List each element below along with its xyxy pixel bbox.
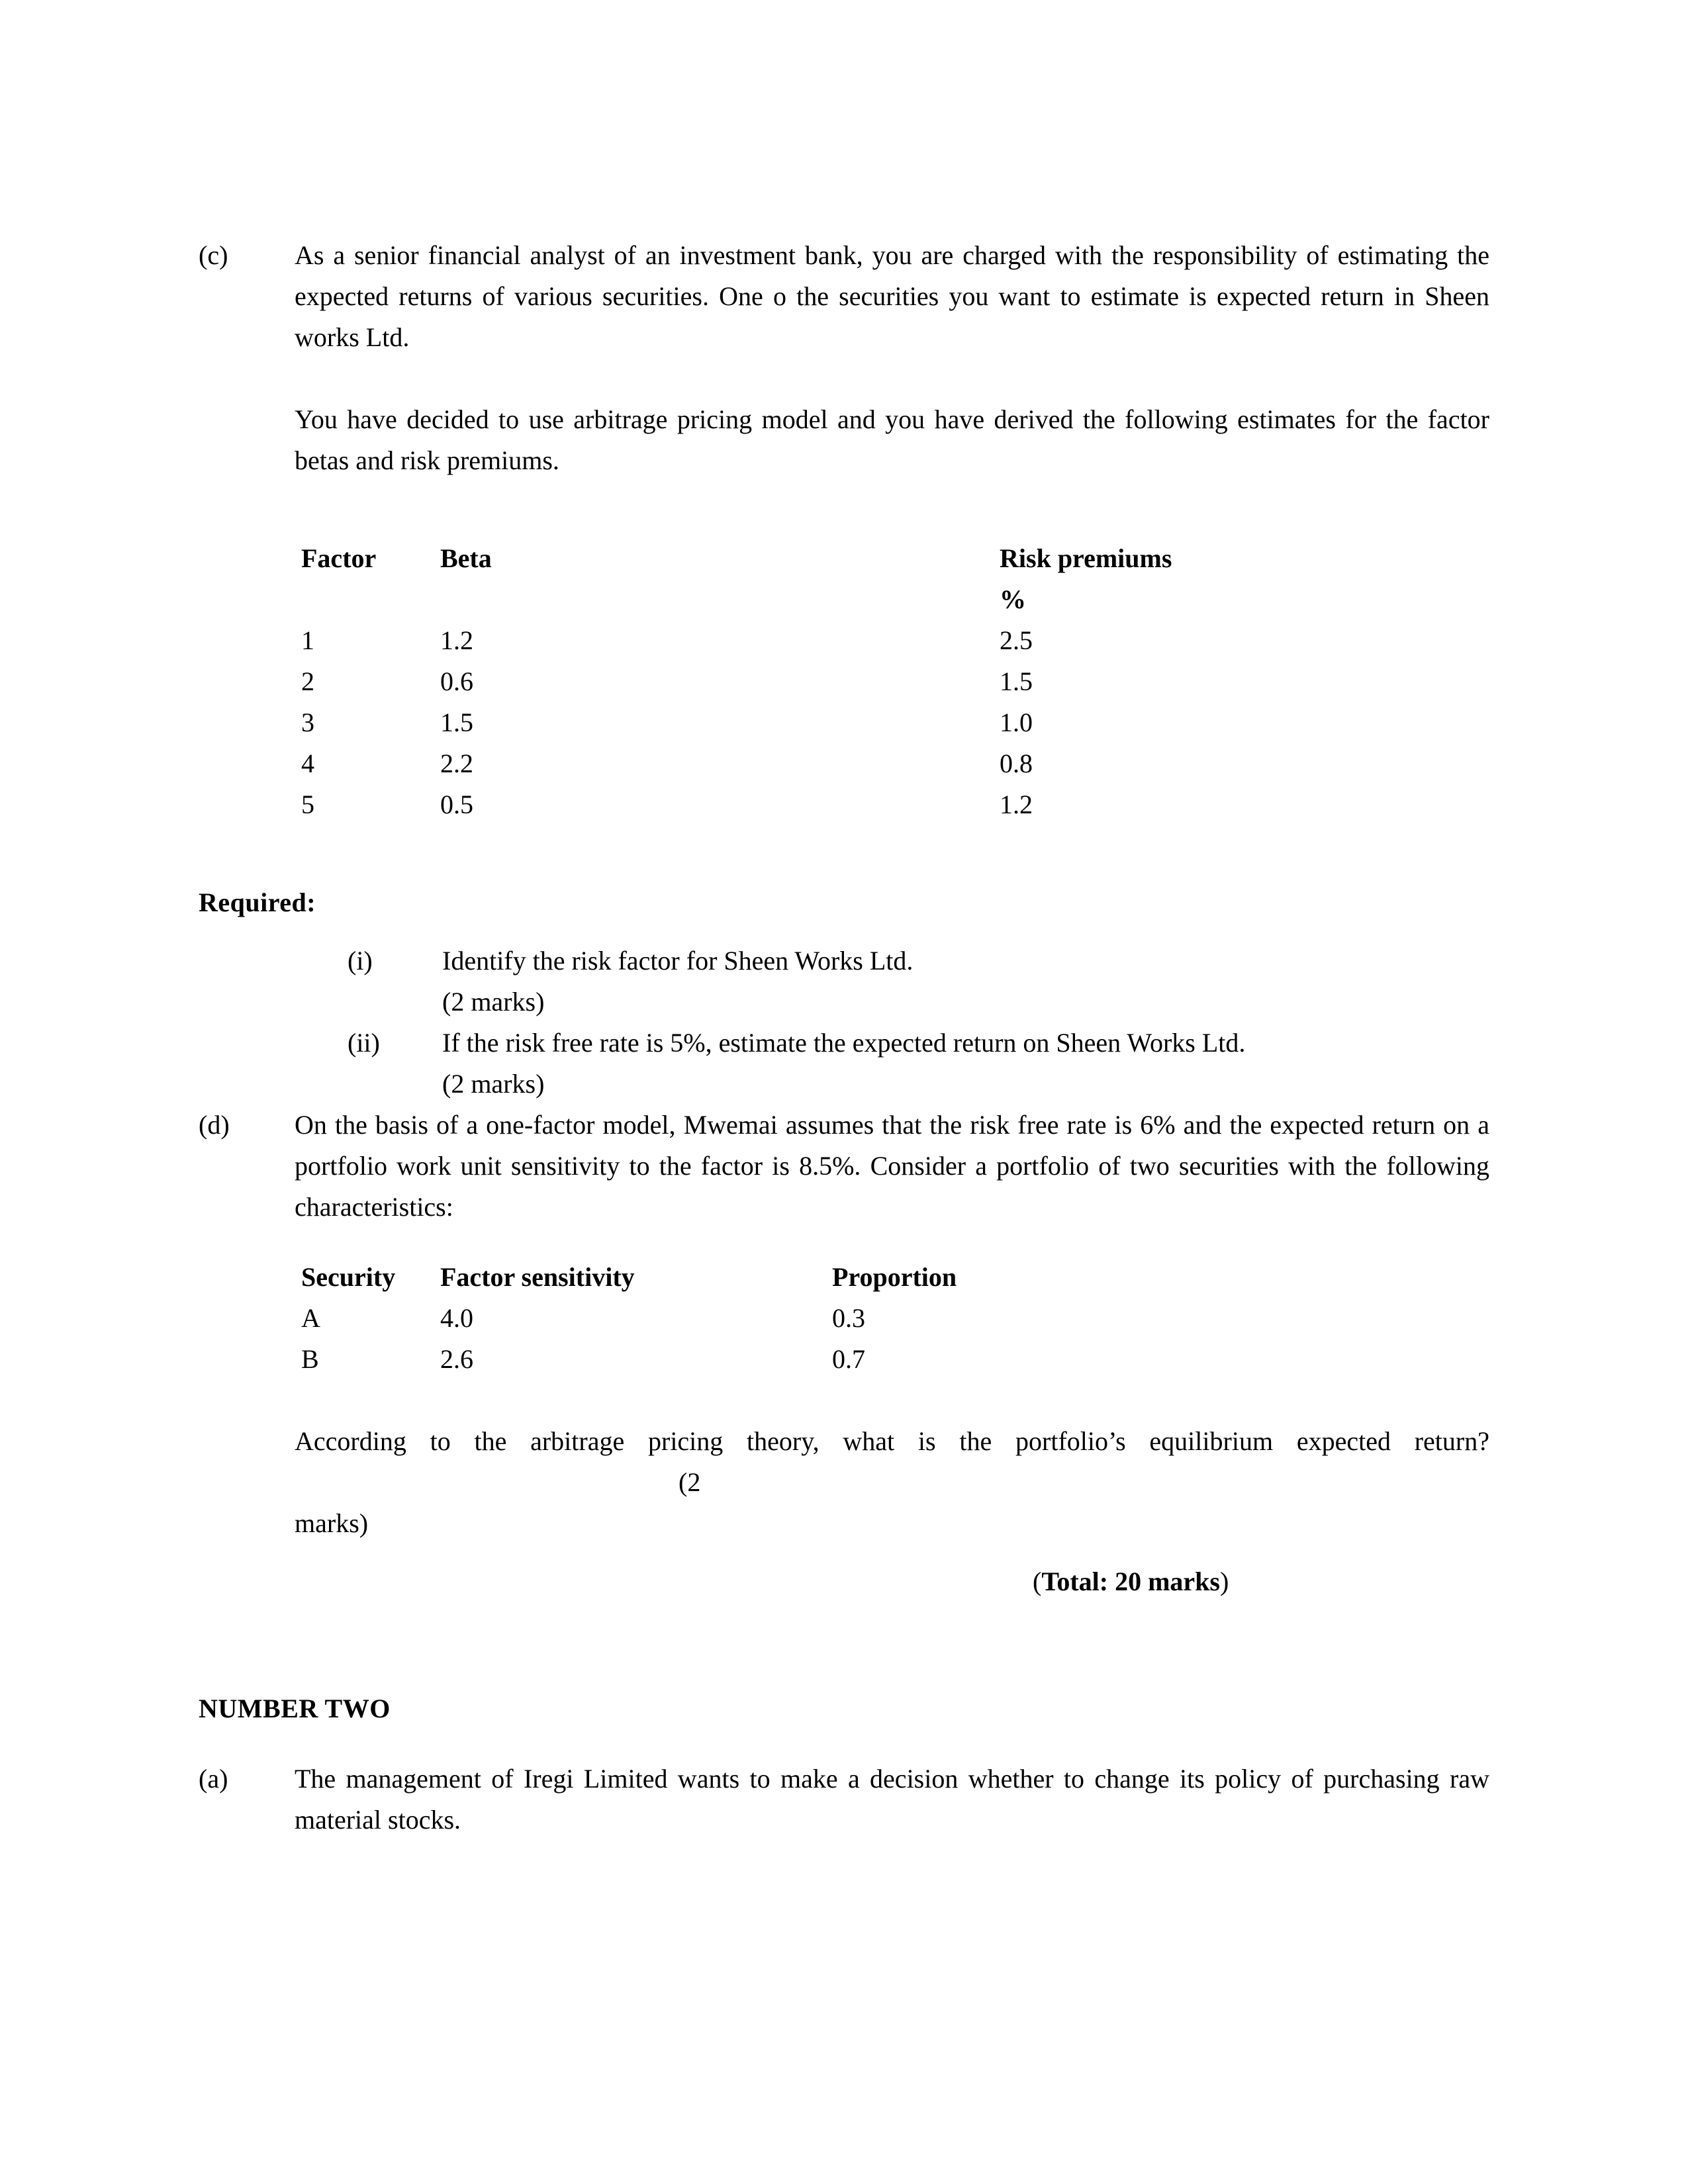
table-header-row [301,538,1331,579]
section-c-paragraph-2: You have decided to use arbitrage pricing model and you have derived the following estimates for the factor betas and risk premiums. [295,404,1489,475]
requirement-i-marks: (2 marks) [442,987,545,1017]
table-head [301,1257,1163,1298]
requirement-item-ii [348,1023,1489,1064]
cell-beta: 1.5 [440,707,473,737]
spacer [199,1602,1489,1659]
cell-factor: 4 [301,749,314,778]
section-d-marker: (d) [199,1110,230,1140]
spacer [199,825,1489,882]
column-header-security: Security [301,1262,396,1292]
factor-beta-risk-premium-table [301,538,1331,825]
cell-factor-sensitivity: 4.0 [440,1303,473,1333]
section-d [199,1105,1489,1228]
cell-risk-premium: 1.2 [1000,790,1033,819]
section-c-paragraph-1: As a senior financial analyst of an investment bank, you are charged with the responsibility of estimating the expected returns of various securities. One o the securities you want to estimate is expected return in Sheen works Ltd. [295,240,1489,352]
requirement-ii-marker: (ii) [348,1028,380,1058]
table-row [301,661,1331,702]
spacer [199,923,1489,940]
security-sensitivity-proportion-table [301,1257,1163,1380]
section-a-marker: (a) [199,1764,228,1794]
total-marks-text: Total: 20 marks [1041,1567,1220,1596]
cell-security: A [301,1303,320,1333]
spacer [199,358,1489,399]
section-a [199,1758,1489,1841]
column-header-risk-premiums: Risk premiums [1000,543,1172,573]
subheader-blank-1 [301,579,440,620]
table-row [301,1298,1163,1339]
spacer [199,1380,1489,1421]
column-header-proportion: Proportion [832,1262,957,1292]
table-row [301,1339,1163,1380]
cell-beta: 0.6 [440,666,473,696]
requirement-item-i [348,940,1489,981]
cell-factor: 1 [301,625,314,655]
requirement-ii-marks-row [348,1064,1489,1105]
section-d-question [295,1421,1489,1503]
requirement-ii-marks: (2 marks) [442,1069,545,1099]
table-row [301,620,1331,661]
total-open-paren: ( [1033,1567,1042,1596]
section-d-question-text: According to the arbitrage pricing theory, what is the portfolio’s equilibrium expected return? [295,1426,1489,1456]
column-header-factor-sensitivity: Factor sensitivity [440,1262,635,1292]
section-c-paragraph-2-row [199,399,1489,481]
requirements-list [348,940,1489,1105]
required-label: Required: [199,887,316,917]
requirement-i-text: Identify the risk factor for Sheen Works Ltd. [442,946,914,976]
cell-beta: 1.2 [440,625,473,655]
column-header-factor: Factor [301,543,377,573]
section-d-paragraph-1: On the basis of a one-factor model, Mwemai assumes that the risk free rate is 6% and the expected return on a portfolio work unit sensitivity to the factor is 8.5%. Consider a portfolio of two securities with the following characteristics: [295,1110,1489,1222]
section-c-marker: (c) [199,240,228,270]
subheader-percent: % [1000,584,1026,614]
section-c [199,235,1489,358]
number-two-heading: NUMBER TWO [199,1694,391,1723]
table-row [301,702,1331,743]
section-d-marks-close-row [199,1503,1489,1544]
table-body [301,1298,1163,1380]
table-header-row [301,1257,1163,1298]
cell-security: B [301,1344,319,1374]
spacer [199,481,1489,538]
cell-proportion: 0.7 [832,1344,865,1374]
requirement-ii-text: If the risk free rate is 5%, estimate the expected return on Sheen Works Ltd. [442,1028,1246,1058]
cell-factor: 2 [301,666,314,696]
cell-proportion: 0.3 [832,1303,865,1333]
column-header-beta: Beta [440,543,492,573]
spacer [199,1228,1489,1257]
requirement-i-marks-row [348,981,1489,1023]
cell-risk-premium: 0.8 [1000,749,1033,778]
cell-risk-premium: 1.0 [1000,707,1033,737]
section-a-paragraph-1: The management of Iregi Limited wants to make a decision whether to change its policy of purchasing raw material stocks. [295,1764,1489,1835]
total-marks-line [199,1561,1489,1602]
cell-factor: 3 [301,707,314,737]
section-d-marks-close: marks) [295,1508,369,1538]
cell-factor-sensitivity: 2.6 [440,1344,473,1374]
section-d-question-row [199,1421,1489,1503]
spacer [199,1544,1489,1561]
table-head [301,538,1331,620]
requirement-i-marker: (i) [348,946,373,976]
cell-beta: 0.5 [440,790,473,819]
total-close-paren: ) [1219,1567,1229,1596]
subheader-blank-2 [440,579,1000,620]
cell-risk-premium: 1.5 [1000,666,1033,696]
table-body [301,620,1331,825]
section-d-marks-open: (2 [679,1467,701,1497]
table-row [301,743,1331,784]
table-row [301,784,1331,825]
spacer [199,1659,1489,1688]
table-subheader-row [301,579,1331,620]
cell-factor: 5 [301,790,314,819]
page-content [199,235,1489,1841]
spacer [199,1729,1489,1758]
cell-risk-premium: 2.5 [1000,625,1033,655]
cell-beta: 2.2 [440,749,473,778]
